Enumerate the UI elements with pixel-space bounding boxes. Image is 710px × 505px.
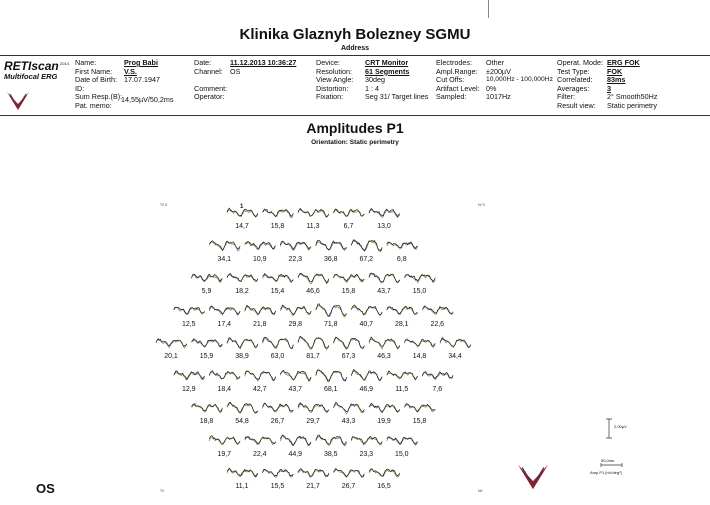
amplitude-value: 19,7: [217, 450, 232, 458]
footer-logo-icon: [516, 462, 550, 492]
amplitude-value: 15,8: [341, 288, 356, 295]
amplitude-value: 26,7: [341, 483, 356, 490]
amplitude-value: 38,9: [235, 353, 249, 360]
cut-offs-value: 10,000Hz - 100,000Hz: [486, 76, 553, 84]
amplitude-value: 43,7: [377, 288, 391, 295]
amplitude-caption: Amp P1 [nV/deg²]: [590, 470, 622, 475]
logo-brand-a: RETI: [4, 59, 32, 73]
exam-channel: OS: [230, 66, 241, 76]
result-view-label: Result view:: [557, 100, 596, 110]
amplitude-value: 67,3: [341, 353, 356, 360]
amplitude-value: 22,4: [252, 450, 267, 458]
amplitude-value: 68,1: [323, 385, 338, 393]
erg-trace: [316, 241, 347, 250]
resolution-value: 61 Segments: [365, 66, 410, 76]
amplitude-value: 21,8: [252, 320, 267, 328]
distortion-label: Distortion:: [316, 83, 349, 93]
device-value: CRT Monitor: [365, 58, 409, 67]
clinic-address: Address: [340, 45, 369, 52]
fixation-label: Fixation:: [316, 92, 344, 102]
calibration-horizontal-label: 50,0ms: [601, 458, 615, 463]
erg-trace: [298, 208, 329, 216]
amplitude-value: 22,6: [430, 320, 445, 328]
amplitude-value: 12,9: [181, 385, 196, 393]
amplitude-value: 11,1: [235, 483, 249, 490]
calibration-vertical-label: 2,00µV: [614, 424, 627, 429]
erg-trace: [369, 337, 400, 348]
amplitude-value: 12,5: [181, 320, 196, 328]
logo-trademark: 2014: [60, 61, 69, 66]
calibration-bar-vertical: [604, 418, 614, 440]
amplitude-value: 46,6: [306, 288, 320, 295]
corner-label-tr: N/ S: [478, 203, 485, 207]
erg-trace: [422, 306, 453, 314]
operator-label: Operator:: [194, 92, 225, 102]
sum-resp-label: Sum Resp.(B):: [75, 92, 123, 102]
amplitude-value: 63,0: [270, 353, 285, 360]
erg-trace: [245, 371, 276, 381]
erg-trace: [245, 437, 276, 444]
plot-orientation: Orientation: Static perimetry: [311, 139, 399, 146]
sampled-label: Sampled:: [436, 92, 467, 102]
electrodes-label: Electrodes:: [436, 58, 472, 67]
erg-trace: [334, 469, 365, 478]
amplitude-value: 14,7: [235, 223, 249, 230]
amplitude-value: 11,3: [306, 223, 320, 230]
dob-label: Date of Birth:: [75, 75, 117, 85]
name-label: Name:: [75, 58, 97, 67]
amplitude-value: 40,7: [359, 320, 374, 328]
channel-label: Channel:: [194, 66, 223, 76]
erg-trace: [369, 209, 400, 217]
result-view-value: Static perimetry: [607, 100, 657, 110]
amplitude-value: 17,4: [217, 320, 232, 328]
ampl-range-value: ±200µV: [486, 66, 511, 76]
correlated-label: Correlated:: [557, 75, 593, 85]
amplitude-value: 6,8: [396, 255, 407, 263]
amplitude-value: 15,9: [199, 353, 214, 360]
erg-trace: [209, 241, 240, 251]
operat-mode-label: Operat. Mode:: [557, 58, 603, 67]
date-label: Date:: [194, 58, 212, 67]
amplitude-value: 15,0: [412, 288, 427, 295]
patient-dob: 17.07.1947: [124, 75, 160, 85]
ampl-range-label: Ampl.Range:: [436, 66, 478, 76]
amplitude-value: 13,0: [377, 223, 391, 230]
amplitude-value: 15,8: [270, 223, 285, 230]
corner-label-bl: T/I: [160, 489, 165, 493]
amplitude-value: 34,1: [217, 255, 232, 263]
erg-trace: [227, 338, 258, 348]
erg-trace: [387, 437, 418, 444]
exam-date: 11.12.2013 10:36:27: [230, 58, 297, 67]
view-angle-label: View Angle:: [316, 75, 354, 85]
amplitude-value: 28,1: [394, 320, 409, 328]
patient-first-name: V.S.: [124, 66, 137, 76]
averages-value: 3: [607, 83, 611, 93]
erg-trace: [351, 305, 382, 315]
clinic-name: Klinika Glaznyh Bolezney SGMU: [239, 26, 471, 43]
first-name-label: First Name:: [75, 66, 113, 76]
corner-label-tl: T/I S: [160, 203, 168, 207]
amplitude-value: 36,8: [323, 255, 338, 263]
amplitude-value: 71,8: [323, 320, 338, 328]
amplitude-value: 19,9: [377, 418, 391, 425]
amplitude-value: 15,0: [394, 450, 409, 458]
amplitude-value: 29,8: [288, 320, 303, 328]
erg-trace: [174, 371, 205, 379]
amplitude-value: 34,4: [448, 353, 462, 360]
operat-mode-value: ERG FOK: [607, 58, 640, 67]
amplitude-value: 42,7: [252, 385, 267, 393]
amplitude-value: 22,3: [288, 255, 303, 263]
amplitude-value: 81,7: [306, 353, 320, 360]
artifact-value: 0%: [486, 83, 497, 93]
erg-trace: [245, 242, 276, 249]
filter-label: Filter:: [557, 92, 575, 102]
amplitude-value: 15,4: [270, 288, 285, 295]
fixation-value: Seg 31/ Target lines: [365, 92, 429, 102]
corner-label-br: N/I: [478, 489, 483, 493]
erg-trace: [351, 240, 382, 251]
amplitude-value: 18,4: [217, 385, 232, 393]
amplitude-value: 14,8: [412, 353, 427, 360]
erg-trace: [387, 306, 418, 314]
erg-trace: [351, 370, 382, 381]
amplitude-value: 38,5: [323, 450, 338, 458]
logo-subtitle: Multifocal ERG: [4, 72, 58, 81]
eye-label: OS: [36, 481, 55, 496]
erg-trace: [245, 305, 276, 314]
erg-trace: [405, 274, 436, 281]
amplitude-value: 15,8: [412, 418, 427, 425]
resolution-label: Resolution:: [316, 66, 352, 76]
erg-trace: [263, 469, 294, 476]
correlated-value: 83ms: [607, 75, 626, 85]
test-type-value: FOK: [607, 66, 623, 76]
comment-label: Comment:: [194, 83, 228, 93]
amplitude-value: 54,8: [235, 418, 249, 425]
amplitude-value: 16,5: [377, 483, 391, 490]
erg-trace: [334, 337, 365, 348]
center-marker: 1: [240, 204, 244, 210]
distortion-value: 1 : 4: [365, 83, 379, 93]
test-type-label: Test Type:: [557, 66, 590, 76]
amplitude-value: 7,6: [432, 385, 443, 393]
amplitude-value: 10,9: [252, 255, 267, 263]
amplitude-value: 15,5: [270, 483, 285, 490]
amplitude-value: 21,7: [306, 483, 320, 490]
amplitude-value: 44,9: [288, 450, 303, 458]
patient-name: Prog Babi: [124, 58, 158, 67]
artifact-label: Artifact Level:: [436, 83, 480, 93]
amplitude-value: 46,3: [377, 353, 391, 360]
memo-label: Pat. memo:: [75, 100, 112, 110]
amplitude-value: 18,8: [199, 418, 214, 425]
erg-trace: [387, 371, 418, 379]
averages-label: Averages:: [557, 83, 590, 93]
sum-resp-value: 14,55µV/50,2ms: [121, 95, 174, 104]
amplitude-value: 18,2: [235, 288, 249, 295]
amplitude-value: 23,3: [359, 450, 374, 458]
erg-trace: [263, 337, 294, 348]
amplitude-value: 5,9: [201, 288, 212, 295]
filter-value: 2° Smooth50Hz: [607, 92, 658, 102]
erg-trace: [298, 273, 329, 283]
device-label: Device:: [316, 58, 340, 67]
amplitude-value: 43,7: [288, 385, 303, 393]
erg-trace: [280, 241, 311, 249]
amplitude-value: 43,3: [341, 418, 356, 425]
amplitude-value: 6,7: [343, 223, 354, 230]
erg-trace: [280, 305, 311, 315]
electrodes-value: Other: [486, 58, 504, 67]
amplitude-value: 29,7: [306, 418, 320, 425]
amplitude-value: 20,1: [164, 353, 178, 360]
erg-trace: [263, 403, 294, 411]
plot-title: Amplitudes P1: [306, 120, 404, 136]
amplitude-value: 11,5: [395, 385, 409, 393]
id-label: ID:: [75, 83, 85, 93]
amplitude-value: 26,7: [270, 418, 285, 425]
logo-brand-b: scan: [31, 59, 59, 73]
erg-trace: [387, 242, 418, 248]
amplitude-value: 46,9: [359, 385, 374, 393]
cut-offs-label: Cut Offs:: [436, 75, 465, 85]
view-angle-value: 30deg: [365, 75, 385, 85]
amplitude-value: 67,2: [359, 255, 374, 263]
erg-trace: [440, 338, 471, 348]
erg-trace: [192, 404, 223, 412]
sampled-value: 1017Hz: [486, 92, 511, 102]
